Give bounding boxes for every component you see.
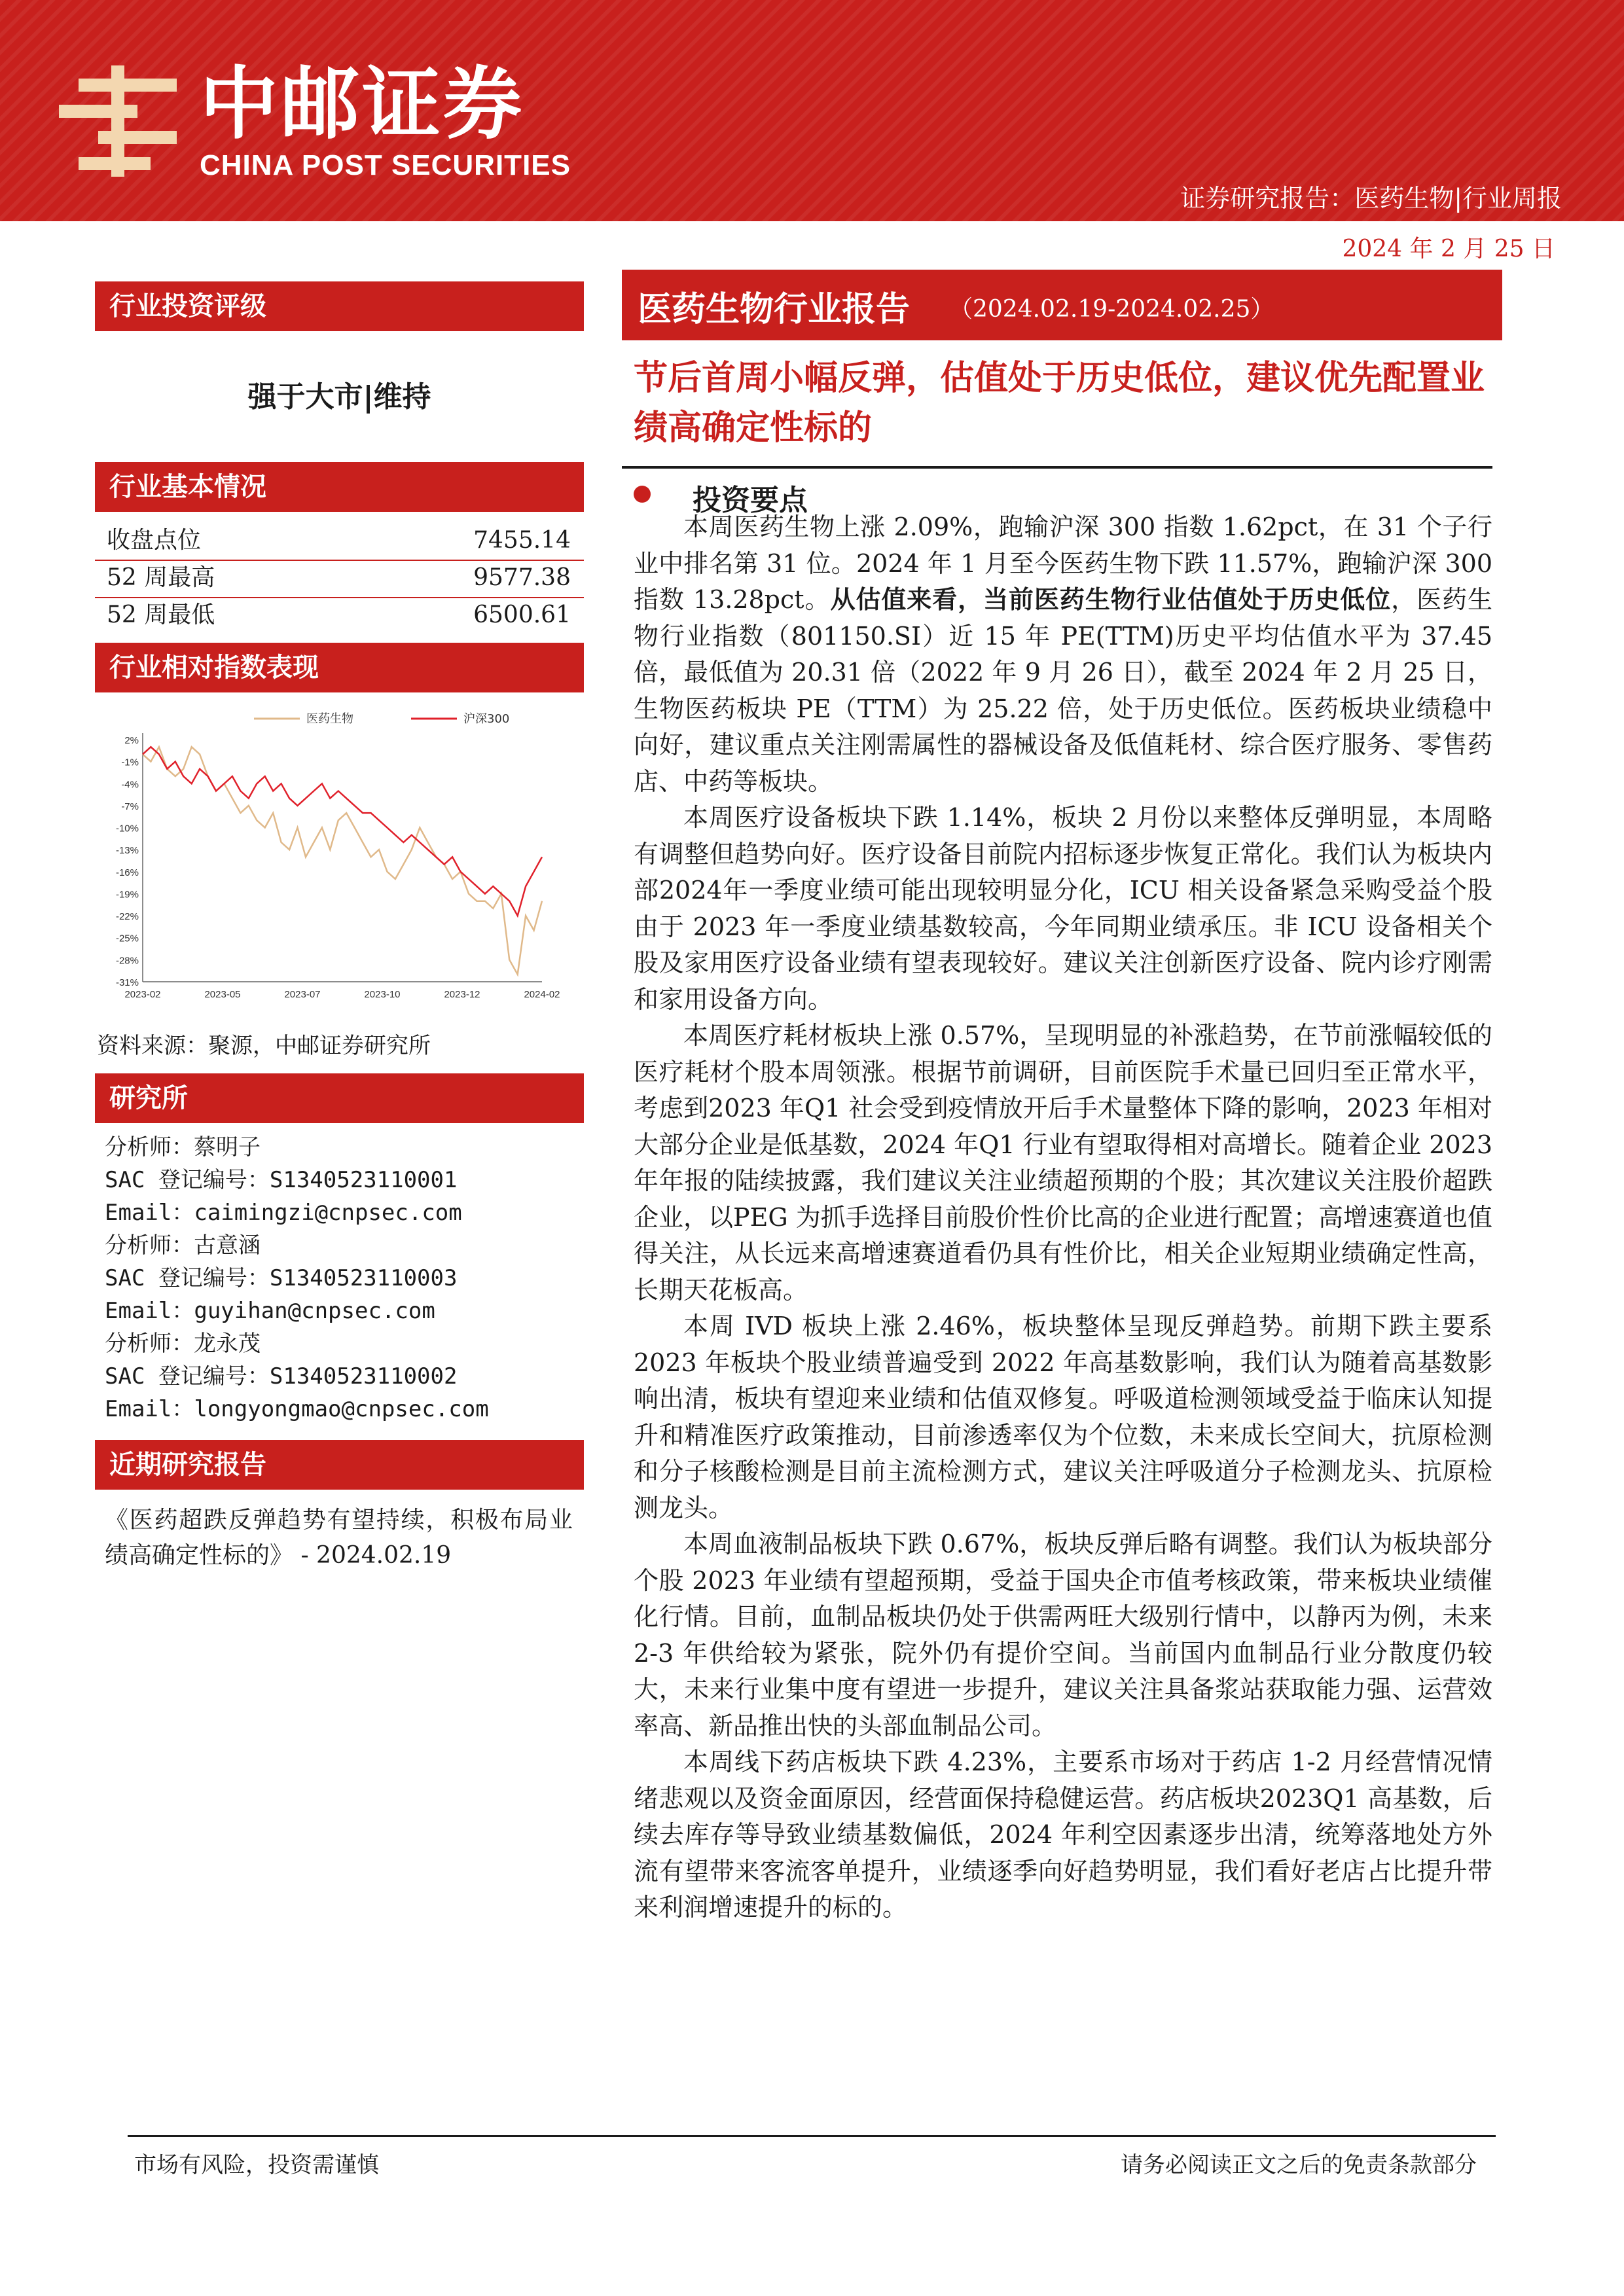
y-tick-label: -25% (115, 933, 139, 944)
performance-header: 行业相对指数表现 (95, 643, 584, 692)
rating-header: 行业投资评级 (95, 281, 584, 331)
y-tick-label: -28% (115, 955, 139, 967)
report-title: 医药生物行业报告 (638, 290, 911, 329)
x-tick-label: 2024-02 (524, 989, 560, 1000)
basics-row (95, 524, 584, 558)
analyst-email[interactable]: Email：guyihan@cnpsec.com (105, 1298, 435, 1324)
analyst-sac: SAC 登记编号：S1340523110001 (105, 1167, 458, 1193)
y-tick-label: -13% (115, 845, 139, 857)
y-tick-label: -19% (115, 889, 139, 901)
paragraph (634, 1308, 1492, 1526)
y-tick-label: -16% (115, 867, 139, 878)
recent-reports-header: 近期研究报告 (95, 1440, 584, 1490)
y-tick-label: 2% (124, 735, 139, 746)
analyst-name: 分析师：蔡明子 (105, 1134, 261, 1160)
paragraph-text: 本周血液制品板块下跌 0.67%，板块反弹后略有调整。我们认为板块部分个股 2023 年业绩有望超预期，受益于国央企市值考核政策，带来板块业绩催化行情。目前，血制品板块仍处于供需两旺大级别行情中，以静丙为例，未来 2-3 年供给较为紧张，院外仍有提价空间。当前国内血制品行业分散度仍较大，未来行业集中度有望进一步提升，建议关注具备浆站获取能力强、运营效率高、新品推出快的头部血制品公司。 (634, 1530, 1492, 1740)
section-rule (622, 466, 1492, 469)
paragraph (634, 1526, 1492, 1744)
paragraph-text: 本周医疗耗材板块上涨 0.57%，呈现明显的补涨趋势，在节前涨幅较低的医疗耗材个股本周领涨。根据节前调研，目前医院手术量已回归至正常水平，考虑到2023 年Q1 社会受到疫情放开后手术量整体下降的影响，2023 年相对大部分企业是低基数，2024 年Q1 行业有望取得相对高增长。随着企业 2023 年年报的陆续披露，我们建议关注业绩超预期的个股；其次建议关注股价超跌企业，以PEG 为抓手选择目前股价性价比高的企业进行配置；高增速赛道也值得关注，从长远来高增速赛道看仍具有性价比，相关企业短期业绩确定性高，长期天花板高。 (634, 1021, 1492, 1304)
paragraph (634, 1018, 1492, 1308)
report-headline: 节后首周小幅反弹，估值处于历史低位，建议优先配置业绩高确定性标的 (634, 359, 1485, 448)
paragraph (634, 800, 1492, 1018)
y-tick-label: -22% (115, 911, 139, 923)
basics-label: 52 周最高 (107, 564, 215, 591)
paragraph (634, 509, 1492, 800)
chart-svg (97, 700, 581, 1014)
basics-value: 9577.38 (473, 564, 571, 591)
analyst-email[interactable]: Email：caimingzi@cnpsec.com (105, 1200, 462, 1226)
analyst-sac: SAC 登记编号：S1340523110003 (105, 1265, 458, 1291)
x-tick-label: 2023-07 (284, 989, 321, 1000)
header-banner (0, 0, 1624, 221)
relative-index-chart (97, 700, 581, 1014)
basics-label: 52 周最低 (107, 601, 215, 628)
investment-highlights (634, 509, 1492, 1926)
research-header: 研究所 (95, 1073, 584, 1123)
x-tick-label: 2023-02 (124, 989, 161, 1000)
report-period: （2024.02.19-2024.02.25） (949, 296, 1274, 323)
analyst-sac: SAC 登记编号：S1340523110002 (105, 1363, 458, 1390)
china-post-logo-icon (52, 65, 183, 177)
paragraph-text: 本周线下药店板块下跌 4.23%，主要系市场对于药店 1-2 月经营情况情绪悲观以及资金面原因，经营面保持稳健运营。药店板块2023Q1 高基数，后续去库存等导致业绩基数偏低，2024 年利空因素逐步出清，统筹落地处方外流有望带来客流客单提升，业绩逐季向好趋势明显，我们看好老店占比提升带来利润增速提升的标的。 (634, 1748, 1492, 1922)
y-tick-label: -4% (121, 779, 139, 791)
chart-source: 资料来源：聚源，中邮证券研究所 (97, 1033, 431, 1059)
x-tick-label: 2023-12 (444, 989, 480, 1000)
risk-warning: 市场有风险，投资需谨慎 (134, 2152, 379, 2178)
rating-value: 强于大市|维持 (247, 380, 431, 414)
footer-rule (128, 2135, 1496, 2137)
legend-label: 医药生物 (306, 712, 353, 726)
series-line-csi300 (143, 747, 542, 916)
basics-value: 7455.14 (473, 527, 571, 554)
disclaimer-note: 请务必阅读正文之后的免责条款部分 (1121, 2152, 1477, 2178)
analyst-email[interactable]: Email：longyongmao@cnpsec.com (105, 1396, 489, 1422)
report-type: 证券研究报告：医药生物|行业周报 (1180, 184, 1562, 213)
legend-label: 沪深300 (463, 712, 510, 726)
report-title-bar (622, 270, 1502, 340)
brand-name-en: CHINA POST SECURITIES (200, 149, 571, 181)
basics-label: 收盘点位 (107, 527, 202, 554)
x-tick-label: 2023-05 (204, 989, 241, 1000)
y-tick-label: -7% (121, 800, 139, 812)
paragraph-text: 本周 IVD 板块上涨 2.46%，板块整体呈现反弹趋势。前期下跌主要系 2023 年板块个股业绩普遍受到 2022 年高基数影响，我们认为随着高基数影响出清，板块有望迎来业绩和估值双修复。呼吸道检测领域受益于临床认知提升和精准医疗政策推动，目前渗透率仅为个位数，未来成长空间大，抗原检测和分子核酸检测是目前主流检测方式，建议关注呼吸道分子检测龙头、抗原检测龙头。 (634, 1312, 1492, 1522)
series-line-pharma (143, 747, 542, 975)
y-tick-label: -1% (121, 757, 139, 768)
basics-row (95, 598, 584, 632)
y-tick-label: -10% (115, 823, 139, 834)
report-date: 2024 年 2 月 25 日 (1342, 236, 1555, 262)
analyst-name: 分析师：古意涵 (105, 1232, 261, 1259)
basics-value: 6500.61 (473, 601, 571, 628)
paragraph-text: ，医药生物行业指数（801150.SI）近 15 年 PE(TTM)历史平均估值水平为 37.45 倍，最低值为 20.31 倍（2022 年 9 月 26 日），截至 2024 年 2 月 25 日，生物医药板块 PE（TTM）为 25.22 倍，处于历史低位。医药板块业绩稳中向好，建议重点关注刚需属性的器械设备及低值耗材、综合医疗服务、零售药店、中药等板块。 (634, 585, 1492, 796)
y-tick-label: -31% (115, 977, 139, 988)
brand-name-cn: 中邮证券 (200, 59, 524, 150)
recent-report-link[interactable]: 《医药超跌反弹趋势有望持续，积极布局业绩高确定性标的》 - 2024.02.19 (105, 1507, 573, 1569)
paragraph (634, 1744, 1492, 1926)
x-tick-label: 2023-10 (364, 989, 401, 1000)
paragraph-bold-text: 从估值来看，当前医药生物行业估值处于历史低位 (830, 585, 1392, 614)
analyst-name: 分析师：龙永茂 (105, 1331, 261, 1357)
basics-header: 行业基本情况 (95, 462, 584, 512)
paragraph-text: 本周医药生物上涨 2.09%，跑输沪深 300 指数 1.62pct，在 31 个子行业中排名第 31 位。2024 年 1 月至今医药生物下跌 11.57%，跑输沪深 300 指数 13.28pct。 (634, 512, 1492, 614)
section-title-text: 投资要点 (693, 484, 808, 517)
basics-row (95, 561, 584, 595)
paragraph-text: 本周医疗设备板块下跌 1.14%，板块 2 月份以来整体反弹明显，本周略有调整但趋势向好。医疗设备目前院内招标逐步恢复正常化。我们认为板块内部2024年一季度业绩可能出现较明显分化，ICU 相关设备紧急采购受益个股由于 2023 年一季度业绩基数较高，今年同期业绩承压。非 ICU 设备相关个股及家用医疗设备业绩有望表现较好。建议关注创新医疗设备、院内诊疗刚需和家用设备方向。 (634, 803, 1492, 1014)
